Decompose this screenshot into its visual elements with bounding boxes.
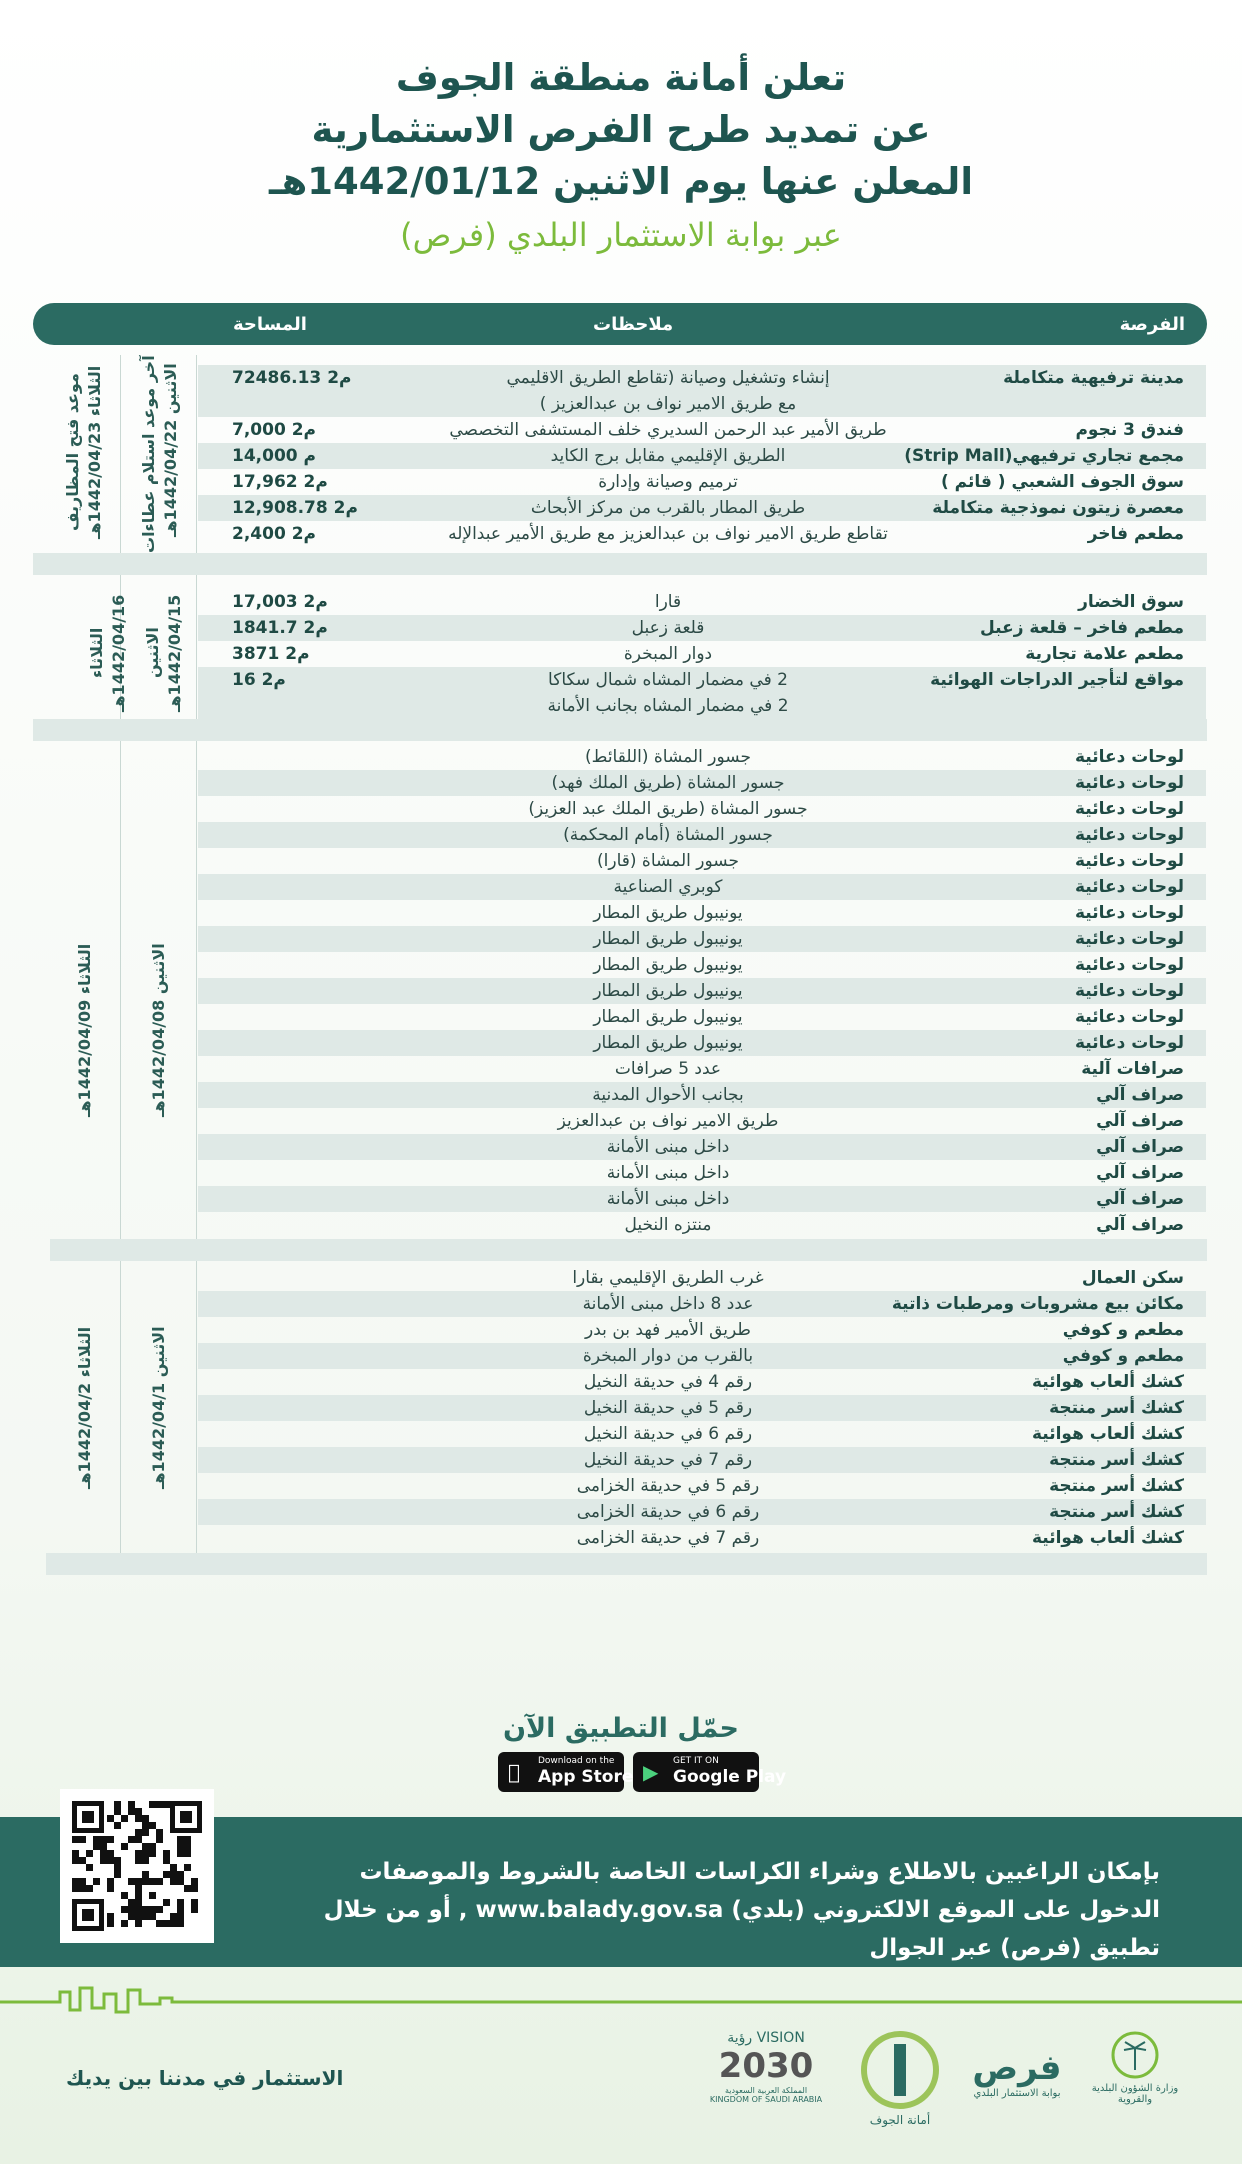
- opportunity-name: لوحات دعائية: [1074, 773, 1184, 793]
- opportunity-name: مكائن بيع مشروبات ومرطبات ذاتية: [891, 1294, 1184, 1314]
- table-row: [198, 365, 1206, 417]
- col-opportunity: الفرصة: [1119, 314, 1185, 335]
- opportunity-name: صراف آلي: [1096, 1163, 1184, 1183]
- opportunity-note: رقم 4 في حديقة النخيل: [583, 1372, 753, 1392]
- group2-submit-date: الاثنين 1442/04/15هـ: [143, 595, 184, 713]
- opportunity-name: كشك ألعاب هوائية: [1031, 1528, 1184, 1548]
- col-notes: ملاحظات: [593, 314, 674, 335]
- opportunity-note: عدد 8 داخل مبنى الأمانة: [582, 1294, 754, 1314]
- opportunity-area: 16 م2: [232, 670, 286, 690]
- vision-title: VISION رؤية: [727, 2030, 805, 2046]
- table-row: [198, 1447, 1206, 1473]
- table-header: [33, 303, 1207, 345]
- group-separator: [33, 553, 1207, 575]
- opportunity-name: لوحات دعائية: [1074, 799, 1184, 819]
- opportunity-name: لوحات دعائية: [1074, 1007, 1184, 1027]
- opportunity-note: داخل مبنى الأمانة: [606, 1137, 730, 1157]
- table-row: [198, 495, 1206, 521]
- opportunity-name: لوحات دعائية: [1074, 903, 1184, 923]
- furas-logo: [962, 2030, 1072, 2099]
- opportunity-note: جسور المشاة (قارا): [597, 851, 739, 871]
- opportunity-name: مطعم و كوفي: [1062, 1320, 1184, 1340]
- opportunity-name: كشك أسر منتجة: [1049, 1450, 1184, 1470]
- opportunity-note: دوار المبخرة: [623, 644, 713, 664]
- opportunity-area: 17,962 م2: [232, 472, 328, 492]
- opportunity-note: رقم 5 في حديقة الخزامى: [576, 1476, 760, 1496]
- opportunity-name: كشك ألعاب هوائية: [1031, 1372, 1184, 1392]
- play-icon: ▶: [643, 1760, 659, 1784]
- info-text: بإمكان الراغبين بالاطلاع وشراء الكراسات الخاصة بالشروط والموصفات الدخول على الموقع الالكتروني (بلدي) www.balady.gov.sa , أو من خلال تطبيق (فرص) عبر الجوال: [323, 1859, 1160, 1961]
- opportunity-note: طريق الأمير فهد بن بدر: [585, 1320, 751, 1340]
- table-row: [198, 1212, 1206, 1238]
- opportunity-note: رقم 6 في حديقة النخيل: [583, 1424, 753, 1444]
- skyline-line-icon: [0, 1980, 1242, 2020]
- table-row: [198, 1343, 1206, 1369]
- table-row: [198, 443, 1206, 469]
- table-row: [198, 874, 1206, 900]
- opportunity-name: لوحات دعائية: [1074, 877, 1184, 897]
- opportunity-note: تقاطع طريق الامير نواف بن عبدالعزيز مع طريق الأمير عبدالإله: [448, 524, 888, 544]
- group-separator: [33, 719, 1207, 741]
- opportunity-note: الطريق الإقليمي مقابل برج الكايد: [550, 446, 786, 466]
- table-row: [198, 1082, 1206, 1108]
- slogan: الاستثمار في مدننا بين يديك: [66, 2066, 344, 2090]
- opportunity-name: لوحات دعائية: [1074, 929, 1184, 949]
- palm-emblem-icon: [1110, 2030, 1160, 2080]
- opportunity-note: بجانب الأحوال المدنية: [592, 1085, 744, 1105]
- table-row: [198, 900, 1206, 926]
- vision-year: 2030: [718, 2046, 814, 2086]
- table-row: [198, 1421, 1206, 1447]
- table-row: [198, 521, 1206, 547]
- opportunity-name: مجمع تجاري ترفيهي(Strip Mall): [904, 446, 1184, 466]
- table-row: [198, 667, 1206, 719]
- opportunity-note: منتزه النخيل: [624, 1215, 712, 1235]
- opportunity-note: جسور المشاة (اللقائط): [585, 747, 751, 767]
- opportunity-name: صراف آلي: [1096, 1215, 1184, 1235]
- table-row: [198, 1369, 1206, 1395]
- table-row: [198, 1291, 1206, 1317]
- opportunity-name: صراف آلي: [1096, 1137, 1184, 1157]
- group3-submit-date: الاثنين 1442/04/08هـ: [149, 943, 168, 1117]
- opportunity-area: 7,000 م2: [232, 420, 317, 440]
- table-row: [198, 770, 1206, 796]
- google-play-small: GET IT ON: [673, 1756, 719, 1766]
- opportunity-name: لوحات دعائية: [1074, 851, 1184, 871]
- opportunity-area: 1841.7 م2: [232, 618, 328, 638]
- table-row: [198, 615, 1206, 641]
- headline-portal: عبر بوابة الاستثمار البلدي (فرص): [400, 216, 842, 254]
- table-row: [198, 1395, 1206, 1421]
- headline-line1: تعلن أمانة منطقة الجوف: [395, 56, 847, 99]
- vision-sub: المملكة العربية السعودية KINGDOM OF SAUDI ARABIA: [709, 2086, 823, 2104]
- opportunity-note: داخل مبنى الأمانة: [606, 1163, 730, 1183]
- google-play-label: Google Play: [673, 1767, 787, 1787]
- opportunity-name: لوحات دعائية: [1074, 981, 1184, 1001]
- headline-line2: عن تمديد طرح الفرص الاستثمارية: [311, 108, 931, 151]
- opportunity-note: رقم 5 في حديقة النخيل: [583, 1398, 753, 1418]
- opportunity-name: سوق الخضار: [1078, 592, 1184, 612]
- table-row: [198, 1056, 1206, 1082]
- opportunity-note: بالقرب من دوار المبخرة: [582, 1346, 754, 1366]
- group1-submit-date: آخر موعد استلام عطاءات الاثنين 1442/04/22هـ: [139, 355, 180, 553]
- opportunity-note: إنشاء وتشغيل وصيانة (تقاطع الطريق الاقليمي: [506, 368, 830, 388]
- headline-line3: المعلن عنها يوم الاثنين 1442/01/12هـ: [268, 160, 974, 203]
- group2-open-date: الثلاثاء 1442/04/16هـ: [87, 595, 128, 713]
- opportunity-note: غرب الطريق الإقليمي بقارا: [572, 1268, 764, 1288]
- app-store-button[interactable]: [498, 1752, 634, 1792]
- opportunity-name: لوحات دعائية: [1074, 825, 1184, 845]
- group1-open-date: موعد فتح المظاريف الثلاثاء 1442/04/23هـ: [63, 365, 104, 540]
- group4-open-date: الثلاثاء 1442/04/2هـ: [75, 1326, 94, 1489]
- jouf-municipality-logo: [850, 2030, 950, 2127]
- table-row: [198, 1134, 1206, 1160]
- opportunity-name: لوحات دعائية: [1074, 1033, 1184, 1053]
- column-divider: [120, 355, 121, 1570]
- opportunity-name: لوحات دعائية: [1074, 955, 1184, 975]
- opportunity-name: كشك ألعاب هوائية: [1031, 1424, 1184, 1444]
- col-area: المساحة: [233, 314, 307, 335]
- table-row: [198, 848, 1206, 874]
- opportunity-name: مطعم علامة تجارية: [1025, 644, 1184, 664]
- table-row: [198, 1265, 1206, 1291]
- opportunity-note: يونيبول طريق المطار: [593, 1007, 743, 1027]
- ministry-logo: [1090, 2030, 1180, 2105]
- opportunity-name: مدينة ترفيهية متكاملة: [1003, 368, 1184, 388]
- opportunity-area: 72486.13 م2: [232, 368, 352, 388]
- group-separator: [46, 1553, 1207, 1575]
- opportunity-note-line2: 2 في مضمار المشاه بجانب الأمانة: [547, 696, 789, 716]
- opportunity-note: طريق الأمير عبد الرحمن السديري خلف المستشفى التخصصي: [449, 420, 887, 440]
- opportunity-name: كشك أسر منتجة: [1049, 1476, 1184, 1496]
- table-row: [198, 1030, 1206, 1056]
- opportunity-name: فندق 3 نجوم: [1075, 420, 1184, 440]
- opportunity-area: 17,003 م2: [232, 592, 328, 612]
- opportunity-note-line2: مع طريق الامير نواف بن عبدالعزيز ): [539, 394, 797, 414]
- opportunity-note: يونيبول طريق المطار: [593, 1033, 743, 1053]
- furas-logo-text: فرص: [972, 2048, 1062, 2088]
- opportunity-note: رقم 7 في حديقة الخزامى: [576, 1528, 760, 1548]
- opportunity-note: جسور المشاة (طريق الملك فهد): [551, 773, 785, 793]
- apple-icon: [508, 1760, 520, 1784]
- table-row: [198, 1004, 1206, 1030]
- jouf-logo-text: أمانة الجوف: [869, 2113, 931, 2127]
- opportunity-name: كشك أسر منتجة: [1049, 1502, 1184, 1522]
- opportunity-name: سوق الجوف الشعبي ( قائم ): [940, 472, 1184, 492]
- group4-submit-date: الاثنين 1442/04/1هـ: [149, 1326, 168, 1489]
- opportunity-note: 2 في مضمار المشاه شمال سكاكا: [548, 670, 788, 690]
- header: [0, 52, 1242, 254]
- opportunity-note: رقم 7 في حديقة النخيل: [583, 1450, 753, 1470]
- opportunity-area: 14,000 م: [232, 446, 316, 466]
- column-divider: [196, 355, 197, 1570]
- opportunity-name: صرافات آلية: [1081, 1059, 1184, 1079]
- table-row: [198, 589, 1206, 615]
- opportunity-name: مطعم و كوفي: [1062, 1346, 1184, 1366]
- table-row: [198, 641, 1206, 667]
- google-play-button[interactable]: [633, 1752, 787, 1792]
- opportunity-name: لوحات دعائية: [1074, 747, 1184, 767]
- table-row: [198, 1186, 1206, 1212]
- opportunity-area: 2,400 م2: [232, 524, 317, 544]
- opportunity-name: مواقع لتأجير الدراجات الهوائية: [930, 670, 1184, 690]
- opportunity-note: يونيبول طريق المطار: [593, 903, 743, 923]
- opportunity-area: 12,908.78 م2: [232, 498, 358, 518]
- table-row: [198, 796, 1206, 822]
- table-row: [198, 952, 1206, 978]
- table-row: [198, 926, 1206, 952]
- table-row: [198, 417, 1206, 443]
- opportunity-note: ترميم وصيانة وإدارة: [598, 472, 738, 492]
- table-row: [198, 1160, 1206, 1186]
- opportunity-note: يونيبول طريق المطار: [593, 929, 743, 949]
- opportunity-name: معصرة زيتون نموذجية متكاملة: [932, 498, 1184, 518]
- opportunity-name: صراف آلي: [1096, 1111, 1184, 1131]
- table-row: [198, 1317, 1206, 1343]
- opportunity-name: كشك أسر منتجة: [1049, 1398, 1184, 1418]
- furas-sub: بوابة الاستثمار البلدي: [973, 2088, 1061, 2099]
- opportunity-note: عدد 5 صرافات: [614, 1059, 722, 1079]
- table-row: [198, 822, 1206, 848]
- opportunity-note: قارا: [654, 592, 682, 612]
- opportunity-note: طريق الامير نواف بن عبدالعزيز: [557, 1111, 779, 1131]
- table-row: [198, 744, 1206, 770]
- opportunity-note: داخل مبنى الأمانة: [606, 1189, 730, 1209]
- ministry-text: وزارة الشؤون البلدية والقروية: [1091, 2083, 1179, 2105]
- opportunity-note: طريق المطار بالقرب من مركز الأبحاث: [530, 498, 806, 518]
- table-row: [198, 1108, 1206, 1134]
- opportunity-area: 3871 م2: [232, 644, 310, 664]
- opportunity-name: صراف آلي: [1096, 1189, 1184, 1209]
- group3-open-date: الثلاثاء 1442/04/09هـ: [75, 943, 94, 1117]
- opportunity-note: يونيبول طريق المطار: [593, 981, 743, 1001]
- opportunity-note: رقم 6 في حديقة الخزامى: [576, 1502, 760, 1522]
- table-row: [198, 1499, 1206, 1525]
- opportunity-name: مطعم فاخر: [1087, 524, 1184, 544]
- qr-code-icon: [60, 1789, 214, 1943]
- table-row: [198, 1473, 1206, 1499]
- opportunity-name: مطعم فاخر – قلعة زعبل: [979, 618, 1184, 638]
- table-row: [198, 978, 1206, 1004]
- opportunity-name: صراف آلي: [1096, 1085, 1184, 1105]
- app-store-small: Download on the: [538, 1756, 615, 1766]
- opportunity-note: كوبري الصناعية: [613, 877, 723, 897]
- jouf-emblem-icon: [860, 2030, 940, 2110]
- opportunity-note: يونيبول طريق المطار: [593, 955, 743, 975]
- table-row: [198, 469, 1206, 495]
- opportunity-note: جسور المشاة (طريق الملك عبد العزيز): [528, 799, 808, 819]
- download-title: حمّل التطبيق الآن: [503, 1713, 739, 1744]
- group-separator: [50, 1239, 1207, 1261]
- opportunity-name: سكن العمال: [1081, 1268, 1184, 1288]
- vision-2030-logo: [706, 2030, 826, 2104]
- opportunity-note: قلعة زعبل: [631, 618, 705, 638]
- opportunity-note: جسور المشاة (أمام المحكمة): [563, 825, 773, 845]
- table-row: [198, 1525, 1206, 1551]
- app-store-label: App Store: [538, 1767, 634, 1787]
